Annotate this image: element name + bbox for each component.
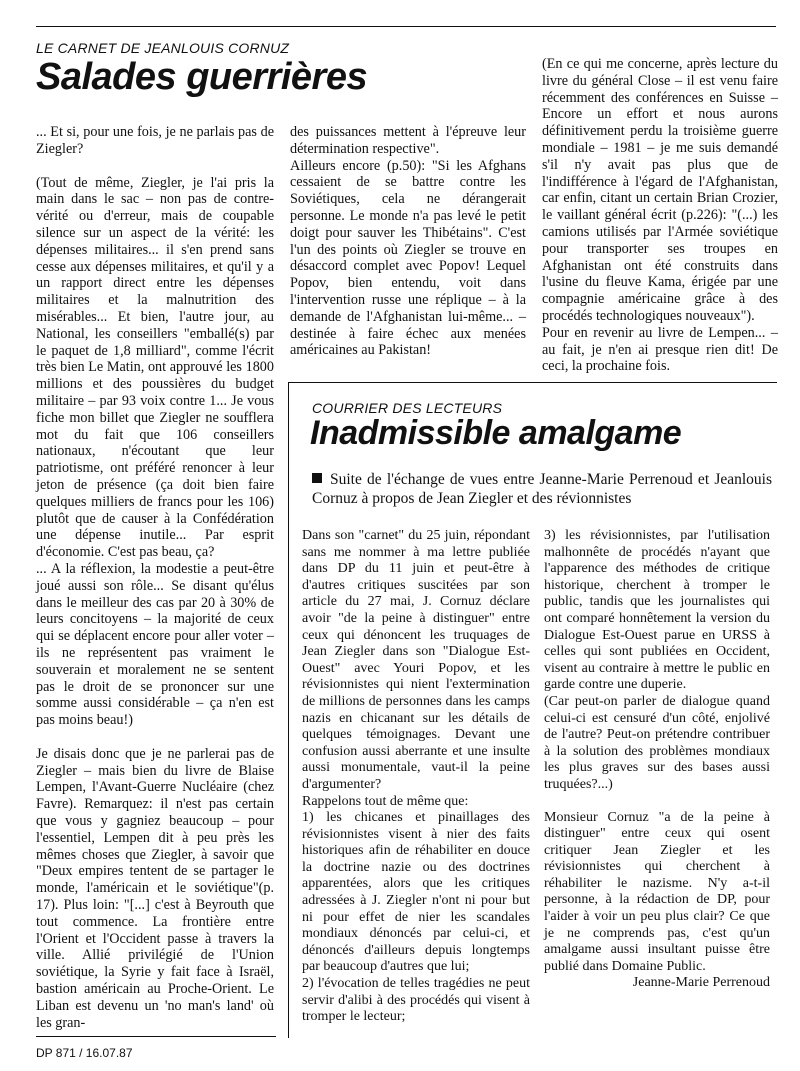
paragraph: Dans son "carnet" du 25 juin, répondant sans me nommer à ma lettre publiée dans DP du 11 juin et peut-être à d'autres critiques suscitées par son article du 27 mai, J. Cornuz déclare avoir "de la peine à distinguer" entre ceux qui dénoncent les truquages de Jean Ziegler dans son "Dialogue Est-Ouest" avec Youri Popov, et les révisionnistes qui nient l'extermination de millions de personnes dans les camps nazis en chicanant sur les détails de quelques témoignages. Devant une confusion aussi aberrante et une insulte aussi monumentale, vaut-il la peine d'argumenter? — [302, 528, 530, 792]
courrier-column-1 — [302, 528, 530, 1026]
carnet-kicker: LE CARNET DE JEANLOUIS CORNUZ — [36, 40, 290, 56]
carnet-column-1 — [36, 124, 274, 1031]
lead-text: Suite de l'échange de vues entre Jeanne-Marie Perrenoud et Jeanlouis Cornuz à propos de Jean Ziegler et des révionnistes — [312, 471, 772, 507]
carnet-column-3 — [542, 56, 778, 375]
courrier-title: Inadmissible amalgame — [310, 414, 682, 452]
footer-issue: DP 871 / 16.07.87 — [36, 1046, 133, 1060]
paragraph: Je disais donc que je ne parlerai pas de Ziegler – mais bien du livre de Blaise Lempen, l'Avant-Guerre Nucléaire (chez Favre). Remarquez: il n'est pas certain que vous y gagniez beaucoup – pour l'essentiel, Lempen dit à peu près les mêmes choses que Ziegler, à savoir que "Deux empires tentent de se partager le monde, l'américain et le soviétique"(p. 17). Plus loin: "[...] c'est à Beyrouth que tout commence. La frontière entre l'Orient et l'Occident passe à travers la ville. Allié privilégié de l'Union soviétique, la Syrie y fait face à Israël, bastion américain au Proche-Orient. Le Liban est devenu un 'no man's land' où les gran- — [36, 745, 274, 1031]
paragraph: ... Et si, pour une fois, je ne parlais pas de Ziegler? — [36, 124, 274, 157]
courrier-lead — [312, 470, 772, 508]
courrier-column-2 — [544, 528, 770, 1009]
paragraph: 2) l'évocation de telles tragédies ne peut servir d'alibi à des procédés qui visent à tromper le lecteur; — [302, 976, 530, 1025]
paragraph: (Tout de même, Ziegler, je l'ai pris la main dans le sac – non pas de contre-vérité ou d'erreur, mais de coupable silence sur un aspect de la vérité: les dépenses militaires... il s'en prend sans cesse aux dépenses militaires, et qu'il y a un rapport direct entre les dépenses militaires et la malnutrition des misérables... Et bien, l'autre jour, au National, les conseillers "emballé(s) par le paquet de 1,8 milliard", comme l'écrit très bien Le Matin, ont approuvé les 1800 millions et des poussières du budget militaire – par 93 voix contre 1... Je vous fiche mon billet que Ziegler ne soufflera mot du fait que 106 conseillers nationaux, n'écoutant que leur patriotisme, ont préféré renoncer à leur jeton de présence (ça doit bien faire quelques milliers de francs pour les 106) plutôt que de causer à la Confédération une dépense inutile... Par esprit d'économie. C'est pas beau, ça? — [36, 174, 274, 561]
signature: Jeanne-Marie Perrenoud — [632, 975, 770, 991]
paragraph: 1) les chicanes et pinaillages des révisionnistes visent à nier des faits historiques afin de réhabiliter en douce la doctrine nazie ou des doctrines apparentées, alors que les critiques adressées à J. Ziegler n'ont ni pour but ni pour effet de nier les scandales mondiaux dénoncés par celui-ci, et dénoncés d'ailleurs depuis longtemps par beaucoup d'autres que lui; — [302, 810, 530, 975]
paragraph: Monsieur Cornuz "a de la peine à distinguer" entre ceux qui osent critiquer Jean Ziegler et les révisionnistes qui cherchent à réhabiliter le nazisme. N'y a-t-il personne, à la rédaction de DP, pour l'aider à voir un peu plus clair? Ce que je ne comprends pas, c'est qu'un amalgame aussi insultant puisse être publié dans Domaine Public. — [544, 809, 770, 974]
paragraph: ... A la réflexion, la modestie a peut-être joué aussi son rôle... Se disant qu'élus dans le meilleur des cas par 20 à 30% de leurs concitoyens – la majorité de ceux qui se déplacent encore pour aller voter – ils ne représentent pas vraiment le souverain et moralement ne se sentent pas le droit de se prononcer sur une somme aussi considérable – ça n'en est pas moins beau!) — [36, 560, 274, 729]
paragraph: Pour en revenir au livre de Lempen... – au fait, je n'en ai presque rien dit! De ceci, la prochaine fois. — [542, 324, 778, 375]
paragraph: Rappelons tout de même que: — [302, 793, 469, 809]
paragraph: 3) les révisionnistes, par l'utilisation malhonnête de procédés n'ayant que l'apparence des méthodes de critique historique, cherchent à tromper le public, tandis que les journalistes qui ont comparé honnêtement la version du Dialogue Est-Ouest parue en URSS à celles qui sont publiées en Occident, visent au contraire à mettre le public en garde contre une duperie. — [544, 528, 770, 693]
paragraph: (En ce qui me concerne, après lecture du livre du général Close – il est venu faire récemment des conférences en Suisse – Encore un effort et nous aurons définitivement perdu la troisième guerre mondiale – 1981 – je me suis demandé s'il n'y avait pas plus que de l'indifférence à l'égard de l'Afghanistan, car enfin, citant un certain Brian Crozier, le vaillant général écrit (p.226): "(...) les camions utilisés par l'Armée soviétique pour transporter ses troupes en Afghanistan ont été construits dans l'usine du fleuve Kama, érigée par une compagnie américaine grâce à des procédés technologiques nouveaux"). — [542, 56, 778, 324]
paragraph: des puissances mettent à l'épreuve leur détermination respective". — [290, 124, 526, 157]
carnet-title: Salades guerrières — [36, 56, 368, 98]
courrier-kicker: COURRIER DES LECTEURS — [312, 400, 503, 416]
paragraph: Ailleurs encore (p.50): "Si les Afghans cessaient de se battre contre les Soviétiques, cela ne dérangerait personne. Le monde n'a pas levé le petit doigt pour sauver les Thibétains". C'est l'un des points où Ziegler se trouve en désaccord complet avec Popov! Lequel Popov, bien entendu, voit dans l'intervention russe une réplique – à la demande de l'Afghanistan lui-même... – destinée à faire échec aux menées américaines au Pakistan! — [290, 157, 526, 359]
top-rule — [36, 26, 776, 27]
carnet-column-2 — [290, 124, 526, 359]
paragraph: (Car peut-on parler de dialogue quand celui-ci est censuré d'un côté, enjolivé de l'autre? Peut-on prétendre contribuer à la solution des problèmes mondiaux les plus graves sur des bases aussi truquées?...) — [544, 693, 770, 792]
footer-rule — [36, 1036, 276, 1037]
square-bullet-icon — [312, 473, 322, 483]
